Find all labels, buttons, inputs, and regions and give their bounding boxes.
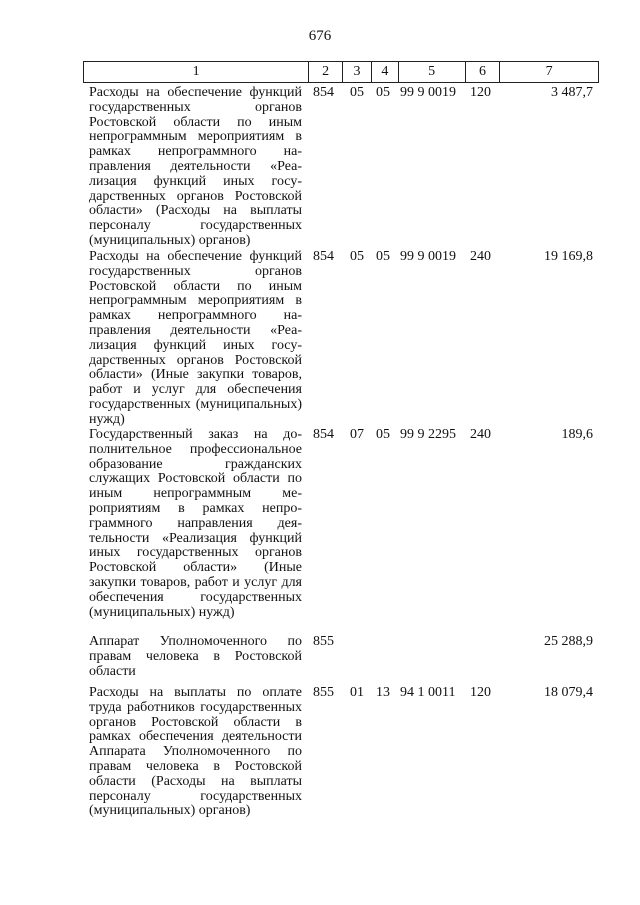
header-col-4: 4 xyxy=(371,62,398,82)
row-amount: 3 487,7 xyxy=(551,85,593,100)
row-expense-type: 120 xyxy=(470,685,491,700)
row-name: Расходы на выплаты по оплате труда работников государственных органов Ростовской области в рамках обеспечения деятельности Аппарата Уполномоченного по правам человека в Ростовской области (Расходы на выплаты персоналу государственных (муниципальных) органов) xyxy=(89,685,302,819)
header-col-7: 7 xyxy=(499,62,598,82)
row-target: 99 9 2295 xyxy=(400,427,456,442)
row-amount: 19 169,8 xyxy=(544,249,593,264)
row-ministry: 854 xyxy=(313,249,334,264)
table-header xyxy=(83,61,599,83)
row-ministry: 854 xyxy=(313,427,334,442)
row-section: 05 xyxy=(350,249,364,264)
header-col-2: 2 xyxy=(308,62,342,82)
row-subsection: 05 xyxy=(376,85,390,100)
row-name: Аппарат Уполномоченного по правам человека в Ростовской области xyxy=(89,634,302,679)
row-target: 99 9 0019 xyxy=(400,249,456,264)
header-col-5: 5 xyxy=(398,62,465,82)
row-name: Государственный заказ на дополнительное профессиональное образование гражданских служащих Ростовской области по иным непрограммным мероприятиям в рамках непрограммного направления деятельности «Реализация функций иных государственных органов Ростовской области» (Иные закупки товаров, работ и услуг для обеспечения государственных (муниципальных) нужд) xyxy=(89,427,302,620)
row-subsection: 13 xyxy=(376,685,390,700)
row-target: 99 9 0019 xyxy=(400,85,456,100)
row-ministry: 855 xyxy=(313,685,334,700)
row-name: Расходы на обеспечение функций государственных органов Ростовской области по иным непрограммным мероприятиям в рамках непрограммного направления деятельности «Реализация функций иных государственных органов Ростовской области» (Иные закупки товаров, работ и услуг для обеспечения государственных (муниципальных) нужд) xyxy=(89,249,302,427)
row-amount: 189,6 xyxy=(561,427,593,442)
row-target: 94 1 0011 xyxy=(400,685,456,700)
row-section: 01 xyxy=(350,685,364,700)
row-ministry: 855 xyxy=(313,634,334,649)
row-ministry: 854 xyxy=(313,85,334,100)
page-number: 676 xyxy=(308,28,332,44)
row-subsection: 05 xyxy=(376,427,390,442)
header-col-3: 3 xyxy=(342,62,371,82)
header-col-1: 1 xyxy=(192,64,200,79)
row-section: 05 xyxy=(350,85,364,100)
row-expense-type: 240 xyxy=(470,427,491,442)
row-amount: 18 079,4 xyxy=(544,685,593,700)
row-expense-type: 240 xyxy=(470,249,491,264)
row-amount: 25 288,9 xyxy=(544,634,593,649)
row-expense-type: 120 xyxy=(470,85,491,100)
row-section: 07 xyxy=(350,427,364,442)
row-name: Расходы на обеспечение функций государственных органов Ростовской области по иным непрограммным мероприятиям в рамках непрограммного направления деятельности «Реализация функций иных государственных органов Ростовской области» (Расходы на выплаты персоналу государственных (муниципальных) органов) xyxy=(89,85,302,248)
header-col-6: 6 xyxy=(465,62,500,82)
row-subsection: 05 xyxy=(376,249,390,264)
